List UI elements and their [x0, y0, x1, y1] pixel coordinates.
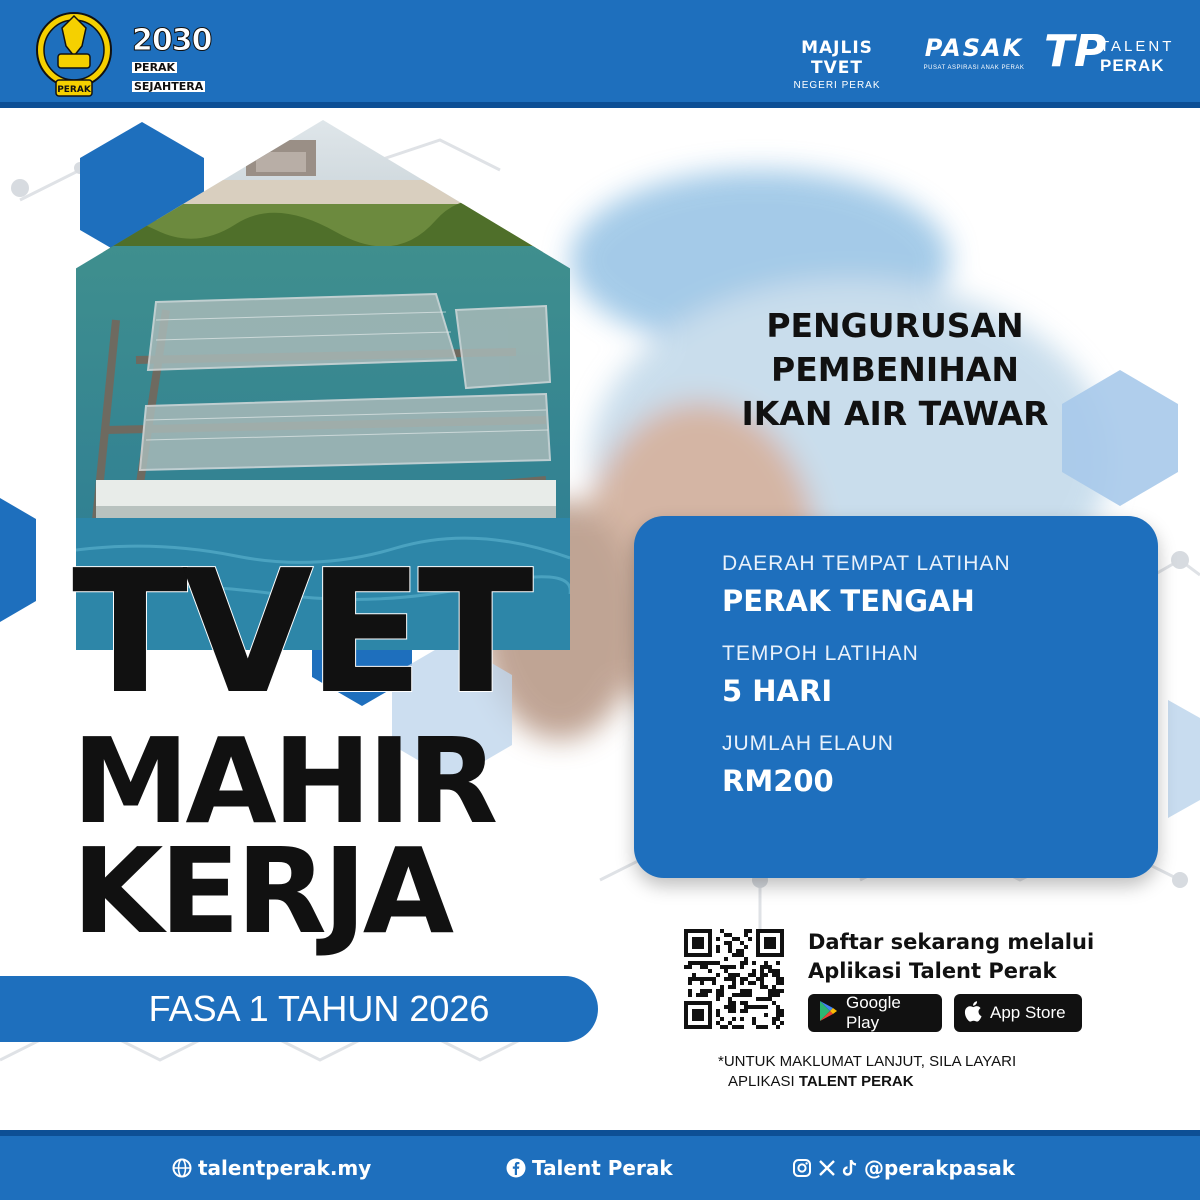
info-value-allowance: RM200 [722, 764, 834, 798]
info-label-duration: TEMPOH LATIHAN [722, 642, 919, 665]
x-icon [818, 1159, 836, 1177]
majlis-title: MAJLIS TVET [801, 38, 873, 78]
course-line-2: PEMBENIHAN [771, 350, 1019, 389]
footer-website[interactable] [172, 1156, 371, 1180]
note-line-2-bold: TALENT PERAK [798, 1073, 914, 1090]
google-play-icon [818, 1000, 838, 1027]
note-line-2-prefix: APLIKASI [728, 1073, 799, 1090]
pasak-sub: PUSAT ASPIRASI ANAK PERAK [923, 65, 1025, 71]
register-line-1: Daftar sekarang melalui [808, 930, 1095, 954]
logo-2030-number: 2030 [132, 23, 212, 58]
fasa-text: FASA 1 TAHUN 2026 [148, 988, 490, 1029]
google-play-label: Google Play [846, 993, 901, 1032]
website-link[interactable]: talentperak.my [198, 1156, 372, 1180]
register-line-2: Aplikasi Talent Perak [808, 959, 1057, 983]
apple-icon [964, 1000, 982, 1027]
course-line-1: PENGURUSAN [766, 306, 1024, 345]
facebook-link[interactable]: Talent Perak [532, 1156, 673, 1180]
logo-talent-perak [1044, 26, 1184, 78]
google-play-button[interactable] [808, 994, 942, 1032]
header-bar [0, 0, 1200, 108]
app-store-button[interactable] [954, 994, 1082, 1032]
majlis-sub: NEGERI PERAK [793, 80, 881, 91]
footer-bar [0, 1130, 1200, 1200]
info-value-district: PERAK TENGAH [722, 584, 975, 618]
footer-facebook[interactable] [506, 1156, 673, 1180]
logo-2030-line1: PERAK [134, 61, 176, 74]
crest-label: PERAK [57, 85, 91, 95]
course-line-3: IKAN AIR TAWAR [741, 394, 1049, 433]
app-store-label: App Store [990, 1003, 1066, 1022]
logo-2030-perak-sejahtera [132, 23, 222, 93]
training-info-card [634, 516, 1158, 878]
talent-perak-line2: PERAK [1100, 56, 1165, 75]
register-text [808, 928, 1148, 986]
info-label-district: DAERAH TEMPAT LATIHAN [722, 552, 1011, 575]
title-mahir: MAHIR [72, 712, 495, 850]
pasak-title: PASAK [924, 34, 1024, 62]
course-title [700, 304, 1090, 436]
info-value-duration: 5 HARI [722, 674, 833, 708]
crest-icon [34, 6, 114, 102]
hexagon-left-edge [0, 498, 36, 622]
title-tvet: TVET [72, 534, 528, 732]
tiktok-icon [842, 1159, 858, 1177]
note-line-1: *UNTUK MAKLUMAT LANJUT, SILA LAYARI [718, 1053, 1017, 1070]
fasa-banner [0, 976, 598, 1042]
logo-2030-line2: SEJAHTERA [134, 80, 204, 93]
social-handle[interactable]: @perakpasak [864, 1156, 1016, 1180]
qr-code[interactable] [684, 928, 784, 1030]
title-kerja: KERJA [72, 822, 451, 960]
logo-majlis-tvet [772, 38, 902, 91]
talent-perak-line1: TALENT [1100, 38, 1175, 55]
talent-perak-mark: TP [1044, 26, 1107, 77]
logo-pasak [918, 34, 1030, 71]
footer-social[interactable] [792, 1156, 1015, 1180]
globe-icon [172, 1158, 192, 1178]
hexagon-right-edge [1168, 700, 1200, 818]
instagram-icon [792, 1158, 812, 1178]
info-note [718, 1052, 1098, 1092]
info-label-allowance: JUMLAH ELAUN [722, 732, 894, 755]
facebook-icon [506, 1158, 526, 1178]
